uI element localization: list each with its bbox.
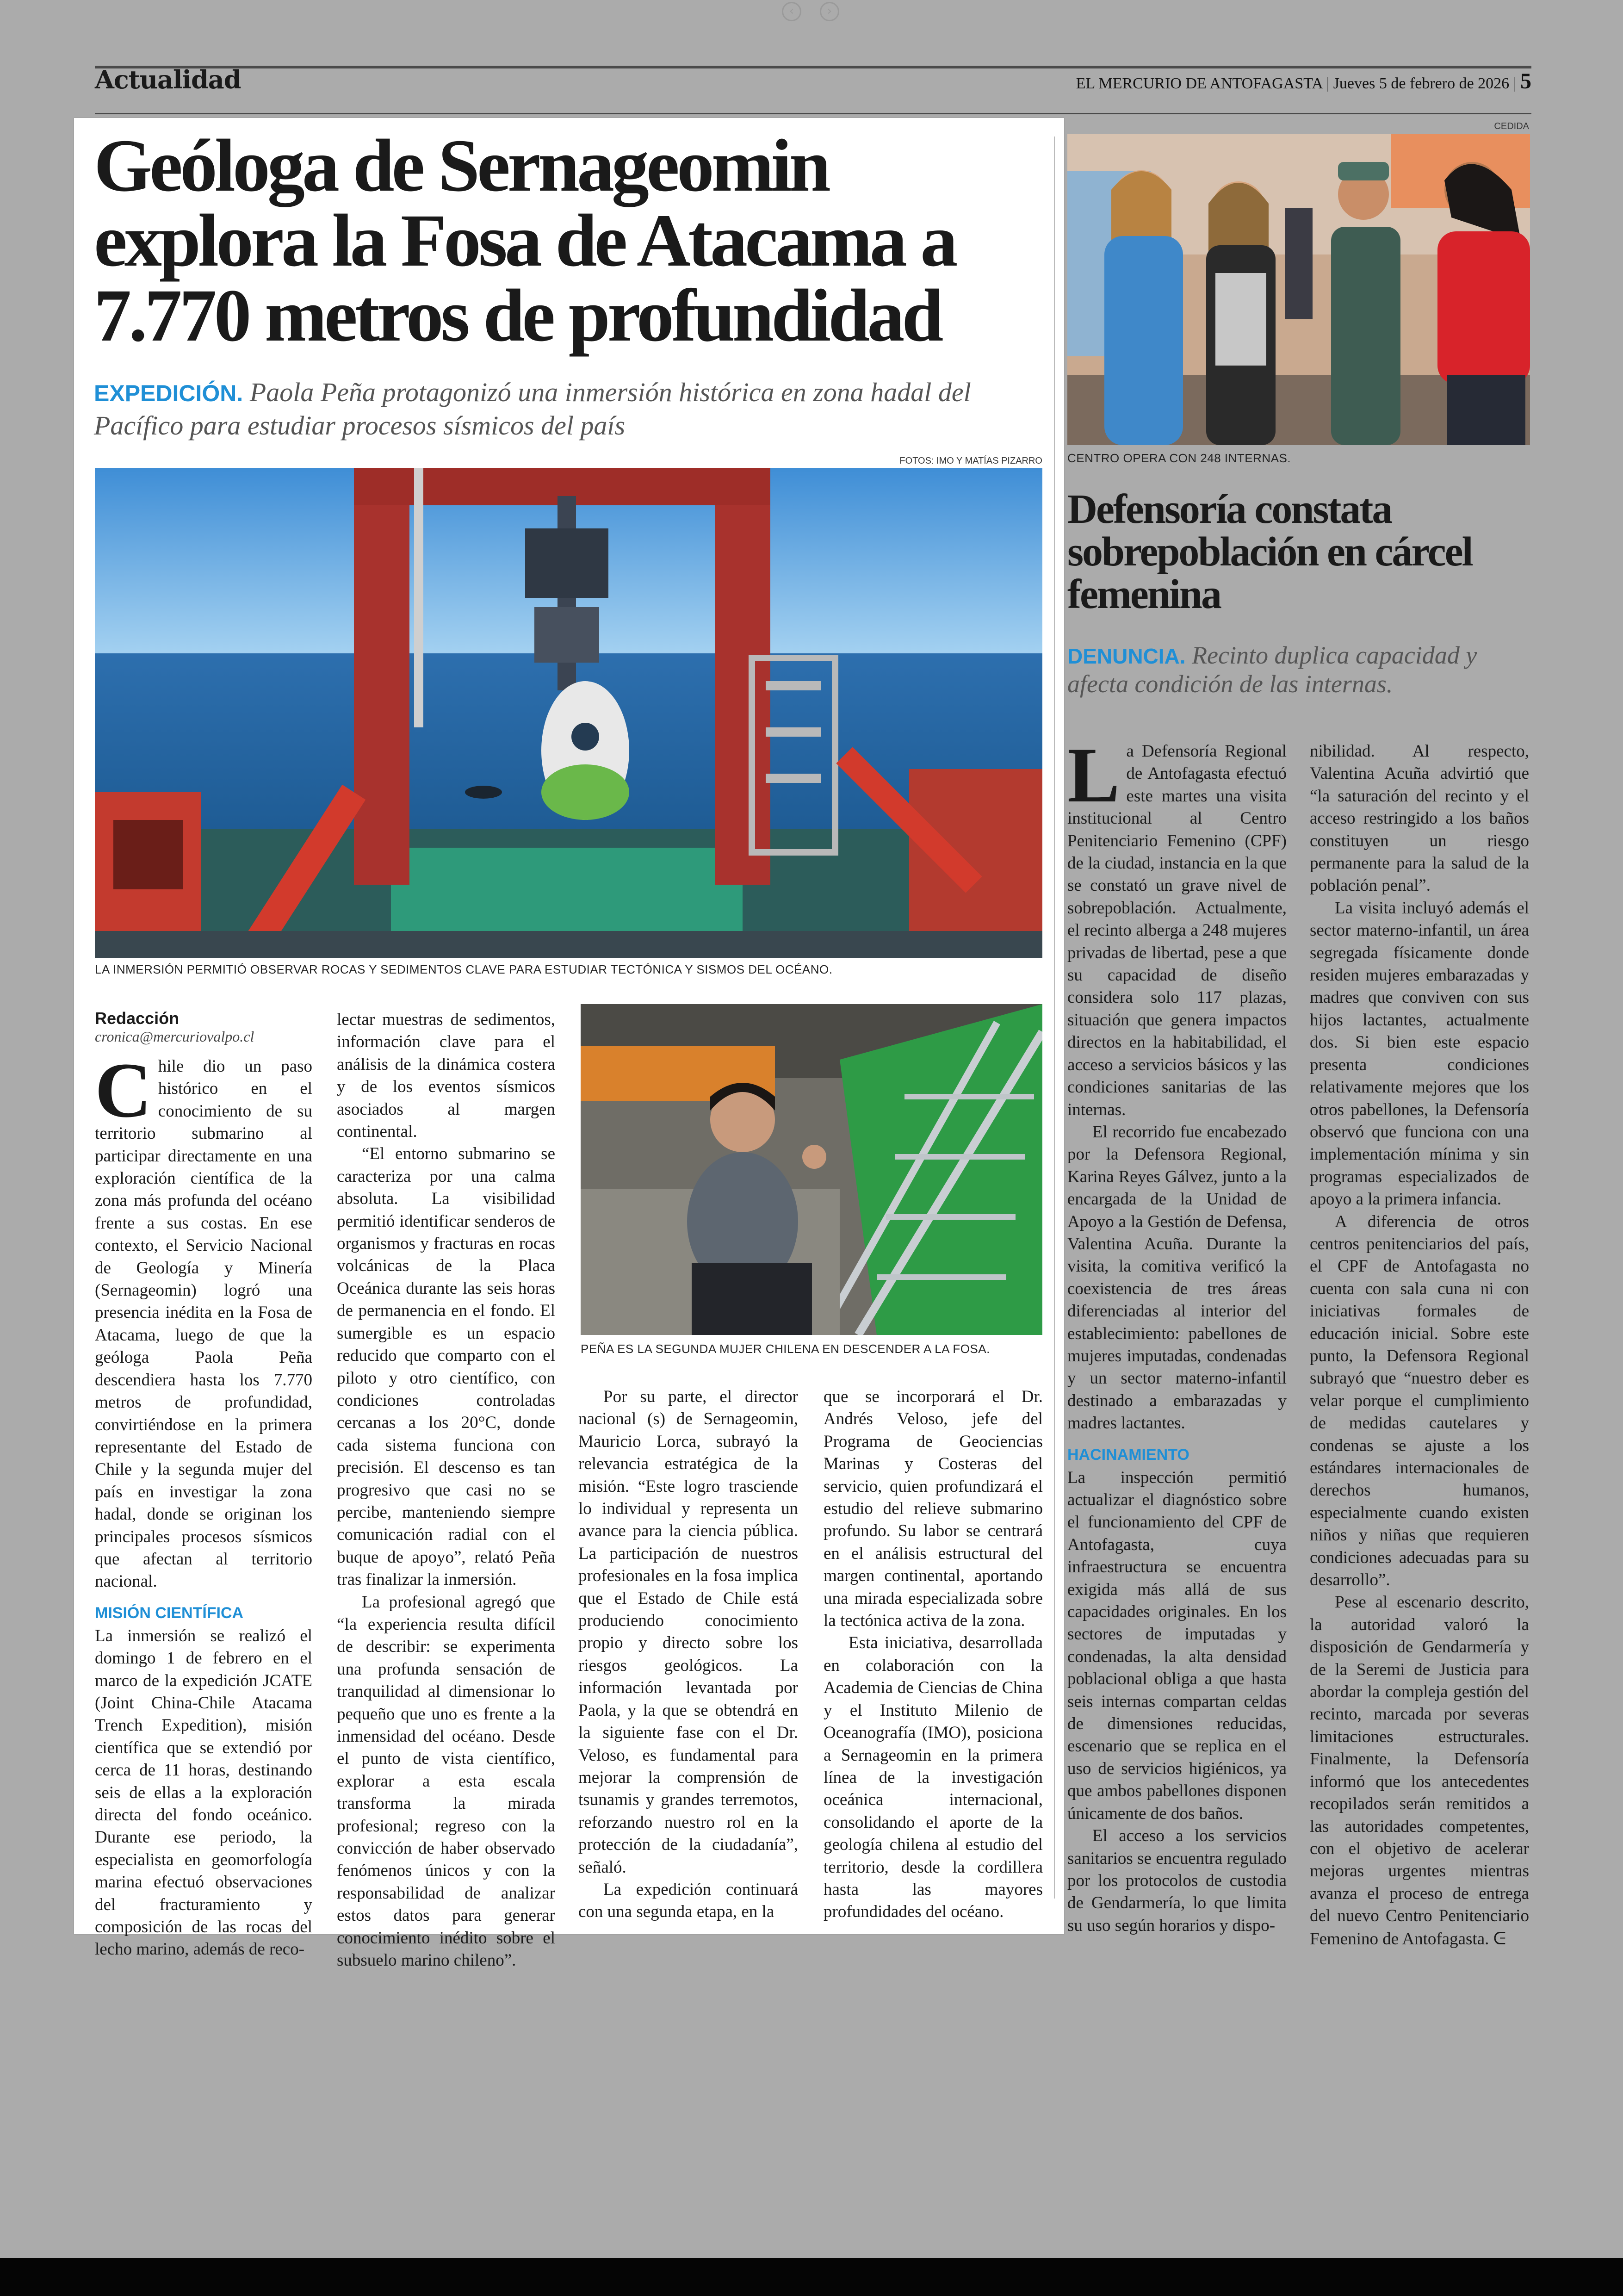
main-col-3 bbox=[578, 1386, 798, 1924]
main-paragraph-2: La inmersión se realizó el domingo 1 de febrero en el marco de la expedición JCATE (Joint China-Chile Atacama Trench Expedition), misión científica que se extendió por cerca de 11 horas, destinando seis de ellas a la exploración directa del fondo oceánico. Durante ese periodo, la especialista en geomorfología marina efectuó observaciones del fracturamiento y composición de las rocas del lecho marino, además de reco- bbox=[95, 1626, 312, 1959]
main-deck bbox=[94, 376, 1042, 442]
side-photo-credit: CEDIDA bbox=[1494, 121, 1529, 131]
main-paragraph-3: lectar muestras de sedimentos, información clave para el análisis de la dinámica costera y de los eventos sísmicos asociados al margen continental. bbox=[337, 1010, 555, 1142]
side-paragraph-8-text: Pese al escenario descrito, la autoridad valoró la disposición de Gendarmería y de la Seremi de Justicia para abordar la compleja gestión del recinto, marcada por severas limitaciones estructurales. Finalmente, la Defensoría informó que los antecedentes recopilados serán remitidos a las autoridades competentes, con el objetivo de acelerar mejoras urgentes mientras avanza el proceso de entrega del nuevo Centro Penitenciario Femenino de Antofagasta. bbox=[1310, 1593, 1529, 1948]
main-col-1 bbox=[95, 1009, 312, 1961]
side-paragraph-1: a Defensoría Regional de Antofagasta efectuó este martes una visita institucional al Centro Penitenciario Femenino (CPF) de la ciudad, instancia en la que se constató un grave nivel de sobrepoblación. Actualmente, el recinto alberga a 248 mujeres privadas de libertad, pese a que su capacidad de diseño considera solo 117 plazas, situación que genera impactos directos en la habitabilidad, el acceso a servicios básicos y las condiciones sanitarias de las internas. bbox=[1067, 742, 1287, 1119]
side-paragraph-5: nibilidad. Al respecto, Valentina Acuña advirtió que “la saturación del recinto y el acceso restringido a los baños constituyen un riesgo permanente para la salud de la población penal”. bbox=[1310, 742, 1529, 895]
side-photo-caption: CENTRO OPERA CON 248 INTERNAS. bbox=[1067, 451, 1291, 465]
column-divider bbox=[1054, 137, 1055, 1899]
issue-date: Jueves 5 de febrero de 2026 bbox=[1333, 75, 1510, 92]
byline: Redacción bbox=[95, 1009, 180, 1028]
ship-crane-photo bbox=[95, 468, 1042, 958]
side-col-2 bbox=[1310, 740, 1529, 1950]
side-paragraph-8 bbox=[1310, 1591, 1529, 1950]
previous-page-button[interactable]: ‹ bbox=[782, 2, 801, 21]
main-headline: Geóloga de Sernageomin explora la Fosa de Atacama a 7.770 metros de profundidad bbox=[94, 124, 955, 357]
next-page-button[interactable]: › bbox=[820, 2, 839, 21]
photo1-caption: LA INMERSIÓN PERMITIÓ OBSERVAR ROCAS Y SEDIMENTOS CLAVE PARA ESTUDIAR TECTÓNICA Y SISMOS DEL OCÉANO. bbox=[95, 962, 833, 976]
side-kicker: DENUNCIA. bbox=[1067, 644, 1186, 668]
page-navigation bbox=[782, 2, 839, 20]
main-subhead: MISIÓN CIENTÍFICA bbox=[95, 1604, 244, 1622]
side-paragraph-2: El recorrido fue encabezado por la Defensora Regional, Karina Reyes Gálvez, junto a la encargada de la Unidad de Apoyo a la Gestión de Defensa, Valentina Acuña. Durante la visita, la comitiva verificó la coexistencia de tres áreas diferenciadas al interior del establecimiento: pabellones de mujeres imputadas, condenadas y un sector materno-infantil destinado a embarazadas y madres lactantes. bbox=[1067, 1122, 1287, 1433]
page-number: 5 bbox=[1520, 69, 1531, 93]
side-deck bbox=[1067, 641, 1535, 698]
geologist-photo-graphic bbox=[581, 1004, 1042, 1335]
side-col-1 bbox=[1067, 732, 1287, 1937]
main-paragraph-4: “El entorno submarino se caracteriza por una calma absoluta. La visibilidad permitió identificar senderos de organismos y fracturas en rocas volcánicas de la Placa Oceánica durante las seis horas de permanencia en el fondo. El sumergible es un espacio reducido que comparto con el piloto y otro científico, con condiciones controladas cercanas a los 20°C, donde cada sistema funciona con precisión. El descenso es tan progresivo que casi no se percibe, manteniendo siempre comunicación radial con el buque de apoyo”, relató Peña tras finalizar la inmersión. bbox=[337, 1144, 555, 1589]
main-paragraph-1: hile dio un paso histórico en el conocimiento de su territorio submarino al participar directamente en una exploración científica de la zona más profunda del océano frente a sus costas. En ese contexto, el Servicio Nacional de Geología y Minería (Sernageomin) logró una presencia inédita en la Fosa de Atacama, luego de que la geóloga Paola Peña descendiera hasta los 7.770 metros de profundidad, convirtiéndose en la primera representante del Estado de Chile y la segunda mujer del país en investigar la zona hadal, donde se originan los principales procesos sísmicos que afectan al territorio nacional. bbox=[95, 1057, 312, 1591]
side-paragraph-7: A diferencia de otros centros penitenciarios del país, el CPF de Antofagasta no cuenta con sala cuna ni con iniciativas formales de educación inicial. Sobre este punto, la Defensora Regional subrayó que “nuestro deber es velar porque el cumplimiento de medidas cautelares y condenas se ajuste a los estándares internacionales de derechos humanos, especialmente cuando existen niños y niñas que requieren condiciones adecuadas para su desarrollo”. bbox=[1310, 1212, 1529, 1590]
prison-visit-photo bbox=[1067, 134, 1530, 445]
side-paragraph-4: El acceso a los servicios sanitarios se encuentra regulado por los protocolos de custodia de Gendarmería, lo que limita su uso según horarios y dispo- bbox=[1067, 1826, 1287, 1935]
side-subhead: HACINAMIENTO bbox=[1067, 1446, 1189, 1464]
section-label: Actualidad bbox=[95, 65, 241, 94]
byline-email[interactable]: cronica@mercuriovalpo.cl bbox=[95, 1028, 254, 1045]
side-deck-text: Recinto duplica capacidad y afecta condición de las internas. bbox=[1067, 641, 1477, 698]
side-headline: Defensoría constata sobrepoblación en cárcel femenina bbox=[1067, 486, 1472, 617]
side-lead-paragraph bbox=[1067, 732, 1287, 1121]
main-paragraph-6: Por su parte, el director nacional (s) de Sernageomin, Mauricio Lorca, subrayó la relevancia estratégica de la misión. “Este logro trasciende lo individual y representa un avance para la ciencia pública. La participación de nuestros profesionales en la fosa implica que el Estado de Chile está produciendo conocimiento propio y directo sobre los riesgos geológicos. La información levantada por Paola, y la que se obtendrá en la siguiente fase con el Dr. Veloso, es fundamental para mejorar la comprensión de tsunamis y grandes terremotos, reforzando nuestro rol en la protección de la ciudadanía”, señaló. bbox=[578, 1387, 798, 1877]
main-kicker: EXPEDICIÓN. bbox=[94, 380, 243, 406]
viewer-bottom-bar bbox=[0, 2258, 1623, 2296]
main-lead-paragraph bbox=[95, 1047, 312, 1593]
main-col-2 bbox=[337, 1009, 555, 1972]
geologist-photo bbox=[581, 1004, 1042, 1335]
main-paragraph-5: La profesional agregó que “la experiencia resulta difícil de describir: se experimenta una profunda sensación de tranquilidad al dimensionar lo pequeño que uno es frente a la inmensidad del océano. Desde el punto de vista científico, explorar a esta escala transforma la mirada profesional; regreso con la convicción de haber observado fenómenos únicos y con la responsabilidad de analizar estos datos para generar conocimiento inédito sobre el subsuelo marino chileno”. bbox=[337, 1592, 555, 1970]
paper-name: EL MERCURIO DE ANTOFAGASTA bbox=[1076, 75, 1322, 92]
end-mark-icon: ᕮ bbox=[1493, 1928, 1506, 1948]
header-rule-bottom bbox=[95, 113, 1531, 114]
main-col-4 bbox=[824, 1386, 1043, 1924]
main-deck-text: Paola Peña protagonizó una inmersión histórica en zona hadal del Pacífico para estudiar procesos sísmicos del país bbox=[94, 377, 971, 441]
photo2-caption: PEÑA ES LA SEGUNDA MUJER CHILENA EN DESCENDER A LA FOSA. bbox=[581, 1342, 990, 1356]
main-paragraph-8: que se incorporará el Dr. Andrés Veloso, jefe del Programa de Geociencias Marinas y Costeras del servicio, quien profundizará el estudio del relieve submarino profundo. Su labor se centrará en el análisis estructural del margen continental, aportando una mirada especializada sobre la tectónica activa de la zona. bbox=[824, 1387, 1043, 1631]
side-paragraph-3: La inspección permitió actualizar el diagnóstico sobre el funcionamiento del CPF de Antofagasta, cuya infraestructura se encuentra exigida más allá de sus capacidades originales. En los sectores de imputadas y condenadas, la alta densidad poblacional obliga a que hasta seis internas compartan celdas de dimensiones reducidas, escenario que se replica en el uso de servicios higiénicos, ya que ambos pabellones disponen únicamente de dos baños. bbox=[1067, 1468, 1287, 1823]
main-photo-credit: FOTOS: IMO Y MATÍAS PIZARRO bbox=[899, 456, 1042, 466]
drop-cap: C bbox=[95, 1047, 152, 1134]
ship-crane-photo-graphic bbox=[95, 468, 1042, 958]
side-paragraph-6: La visita incluyó además el sector materno-infantil, un área segregada físicamente donde residen mujeres embarazadas y madres que conviven con sus hijos lactantes, actualmente dos. Si bien este espacio presenta condiciones relativamente mejores que los otros pabellones, la Defensoría observó que funciona con una implementación mínima y sin programas especializados de apoyo a la primera infancia. bbox=[1310, 898, 1529, 1209]
main-paragraph-9: Esta iniciativa, desarrollada en colaboración con la Academia de Ciencias de China y el Instituto Milenio de Oceanografía (IMO), posiciona a Sernageomin en la primera línea de la investigación oceánica internacional, consolidando el aporte de la geología chilena al estudio del territorio, desde la cordillera hasta las mayores profundidades del océano. bbox=[824, 1633, 1043, 1922]
folio: EL MERCURIO DE ANTOFAGASTA | Jueves 5 de febrero de 2026 | 5 bbox=[1076, 69, 1531, 93]
prison-visit-photo-graphic bbox=[1067, 134, 1530, 445]
main-paragraph-7: La expedición continuará con una segunda etapa, en la bbox=[578, 1880, 798, 1922]
side-drop-cap: L bbox=[1067, 732, 1120, 819]
